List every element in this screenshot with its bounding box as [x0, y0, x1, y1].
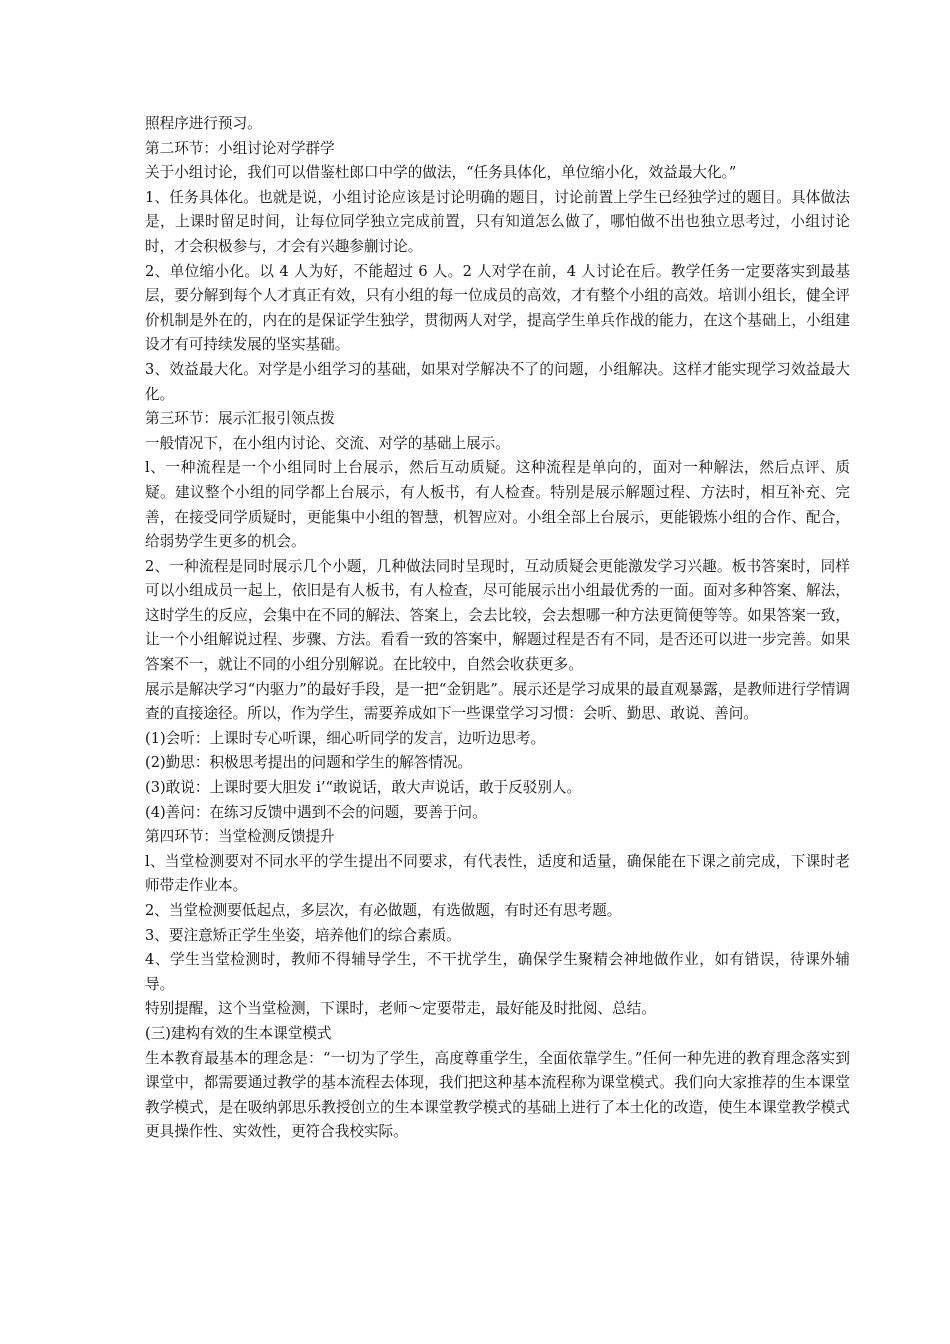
paragraph-special-reminder: 特别提醒，这个当堂检测，下课时，老师～定要带走，最好能及时批阅、总结。: [145, 1000, 656, 1018]
paragraph-task-specific: 1、任务具体化。也就是说，小组讨论应该是讨论明确的题目，讨论前置上学生已经独学过的题目。具体做法是，上课时留足时间，让每位同学独立完成前置，只有知道怎么做了，哪怕做不出也独立思考过，小组讨论时，才会积极参与，才会有兴趣参蒯讨论。: [145, 188, 850, 255]
paragraph-benefit-max: 3、效益最大化。对学是小组学习的基础，如果对学解决不了的问题，小组解决。这样才能实现学习效益最大化。: [145, 360, 850, 403]
list-item-listen: (1)会听：上课时专心听课，细心听同学的发言，边听边思考。: [145, 729, 546, 747]
list-item-speak: (3)敢说：上课时要大胆发 i’“敢说话，敢大声说话，敢于反驳别人。: [145, 779, 582, 797]
paragraph-group-discussion-intro: 关于小组讨论，我们可以借鉴杜郎口中学的做法，“任务具体化，单位缩小化，效益最大化。”: [145, 164, 737, 182]
paragraph-test-low-start: 2、当堂检测要低起点，多层次，有必做题，有选做题，有时还有思考题。: [145, 902, 622, 919]
paragraph-flow-one: l、一种流程是一个小组同时上台展示，然后互动质疑。这种流程是单向的，面对一种解法，然后点评、质疑。建议整个小组的同学都上台展示，有人板书，有人检查。特别是展示解题过程、方法时，相互补充、完善，在接受同学质疑时，更能集中小组的智慧，机智应对。小组全部上台展示，更能锻炼小组的合作、配合，给弱势学生更多的机会。: [145, 459, 850, 551]
list-item-think: (2)勤思：积极思考提出的问题和学生的解答情况。: [145, 754, 473, 772]
paragraph-no-tutoring: 4、学生当堂检测时，教师不得辅导学生，不干扰学生，确保学生聚精会神地做作业，如有错误，待课外辅导。: [145, 951, 850, 993]
paragraph-display-importance: 展示是解决学习“内驱力”的最好手段，是一把“金钥匙”。展示还是学习成果的最直观暴露，是教师进行学情调查的直接途径。所以，作为学生，需要养成如下一些课堂学习习惯：会听、勤思、敢说、善问。: [145, 680, 850, 723]
list-item-ask: (4)善问：在练习反馈中遇到不会的问题，要善于问。: [145, 803, 487, 821]
heading-step-two: 第二环节：小组讨论对学群学: [145, 139, 335, 157]
paragraph-display-intro: 一般情况下，在小组内讨论、交流、对学的基础上展示。: [145, 434, 510, 452]
paragraph-student-centered: 生本教育最基本的理念是：“一切为了学生，高度尊重学生，全面依靠学生。”任何一种先进的教育理念落实到课堂中，都需要通过教学的基本流程去体现，我们把这种基本流程称为课堂模式。我们向大家推荐的生本课堂教学模式，是在吸纳郭思乐教授创立的生本课堂教学模式的基础上进行了本土化的改造，使生本课堂教学模式更具操作性、实效性，更符合我校实际。: [145, 1049, 850, 1141]
heading-step-four: 第四环节：当堂检测反馈提升: [145, 828, 335, 846]
paragraph-flow-two: 2、一种流程是同时展示几个小题，几种做法同时呈现时，互动质疑会更能激发学习兴趣。板书答案时，同样可以小组成员一起上，依旧是有人板书，有人检查，尽可能展示出小组最优秀的一面。面对多种答案、解法，这时学生的反应，会集中在不同的解法、答案上，会去比较，会去想哪一种方法更简便等等。如果答案一致，让一个小组解说过程、步骤、方法。看看一致的答案中，解题过程是否有不同，是否还可以进一步完善。如果答案不一，就让不同的小组分别解说。在比较中，自然会收获更多。: [145, 557, 850, 674]
heading-section-three: (三)建构有效的生本课堂模式: [145, 1024, 332, 1042]
paragraph-preview-end: 照程序进行预习。: [145, 115, 262, 132]
heading-step-three: 第三环节：展示汇报引领点拨: [145, 410, 335, 428]
paragraph-unit-smaller: 2、单位缩小化。以 4 人为好，不能超过 6 人。2 人对学在前，4 人讨论在后。教学任务一定要落实到最基层，要分解到每个人才真正有效，只有小组的每一位成员的高效，才有整个小组的高效。培训小组长，健全评价机制是外在的，内在的是保证学生独学，贯彻两人对学，提高学生单兵作战的能力，在这个基础上，小组建设才有可持续发展的坚实基础。: [145, 262, 850, 354]
paragraph-posture: 3、要注意矫正学生坐姿，培养他们的综合素质。: [145, 926, 461, 944]
paragraph-test-levels: l、当堂检测要对不同水平的学生提出不同要求，有代表性，适度和适量，确保能在下课之前完成，下课时老师带走作业本。: [145, 852, 850, 895]
document-body: [145, 112, 850, 1145]
